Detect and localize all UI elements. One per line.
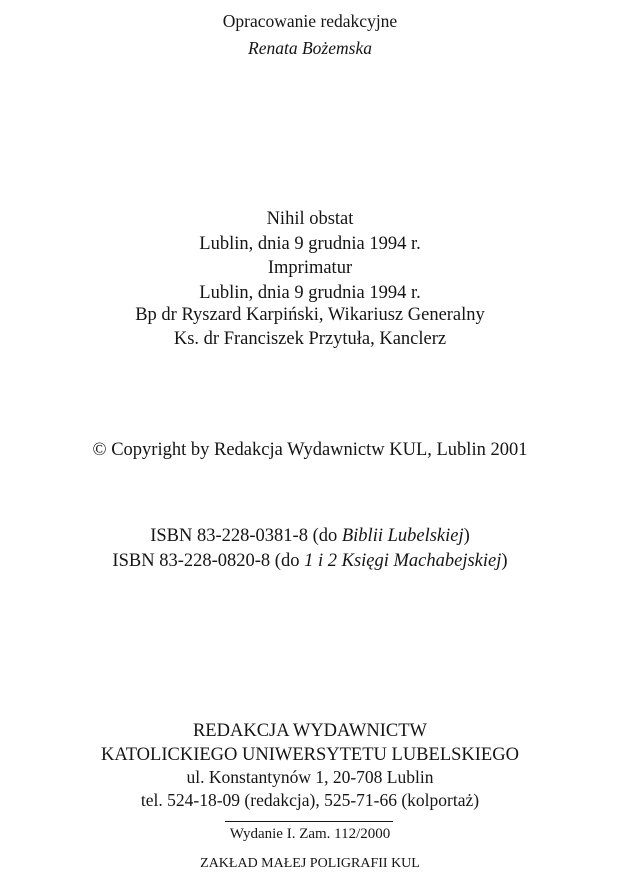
isbn-1-title: Biblii Lubelskiej bbox=[341, 526, 464, 546]
imprimatur: Imprimatur bbox=[267, 258, 353, 278]
editor-name: Renata Bożemska bbox=[248, 38, 372, 58]
publisher-address: ul. Konstantynów 1, 20-708 Lublin bbox=[186, 767, 434, 787]
isbn-2-suffix: ) bbox=[501, 551, 508, 571]
isbn-2-prefix: ISBN 83-228-0820-8 (do bbox=[112, 551, 305, 571]
chancellor-signatory: Ks. dr Franciszek Przytuła, Kanclerz bbox=[173, 329, 447, 349]
publisher-name-line-2: KATOLICKIEGO UNIWERSYTETU LUBELSKIEGO bbox=[101, 745, 519, 765]
isbn-line-1 bbox=[0, 527, 620, 546]
isbn-2-title: 1 i 2 Księgi Machabejskiej bbox=[304, 551, 502, 571]
isbn-1-suffix: ) bbox=[463, 526, 470, 546]
nihil-obstat-date: Lublin, dnia 9 grudnia 1994 r. bbox=[199, 234, 421, 254]
edition-info: Wydanie I. Zam. 112/2000 bbox=[229, 826, 391, 842]
isbn-line-2 bbox=[0, 552, 620, 571]
publisher-phones: tel. 524-18-09 (redakcja), 525-71-66 (kolportaż) bbox=[140, 790, 480, 810]
publisher-name-line-1: REDAKCJA WYDAWNICTW bbox=[192, 721, 428, 741]
printer-name: ZAKŁAD MAŁEJ POLIGRAFII KUL bbox=[200, 856, 420, 871]
editorial-label: Opracowanie redakcyjne bbox=[222, 11, 398, 31]
imprimatur-date: Lublin, dnia 9 grudnia 1994 r. bbox=[199, 283, 421, 303]
divider-rule bbox=[225, 821, 393, 822]
nihil-obstat: Nihil obstat bbox=[266, 209, 354, 229]
isbn-1-prefix: ISBN 83-228-0381-8 (do bbox=[150, 526, 342, 546]
copyright-notice: © Copyright by Redakcja Wydawnictw KUL, Lublin 2001 bbox=[92, 440, 528, 460]
bishop-signatory: Bp dr Ryszard Karpiński, Wikariusz Generalny bbox=[135, 305, 485, 325]
